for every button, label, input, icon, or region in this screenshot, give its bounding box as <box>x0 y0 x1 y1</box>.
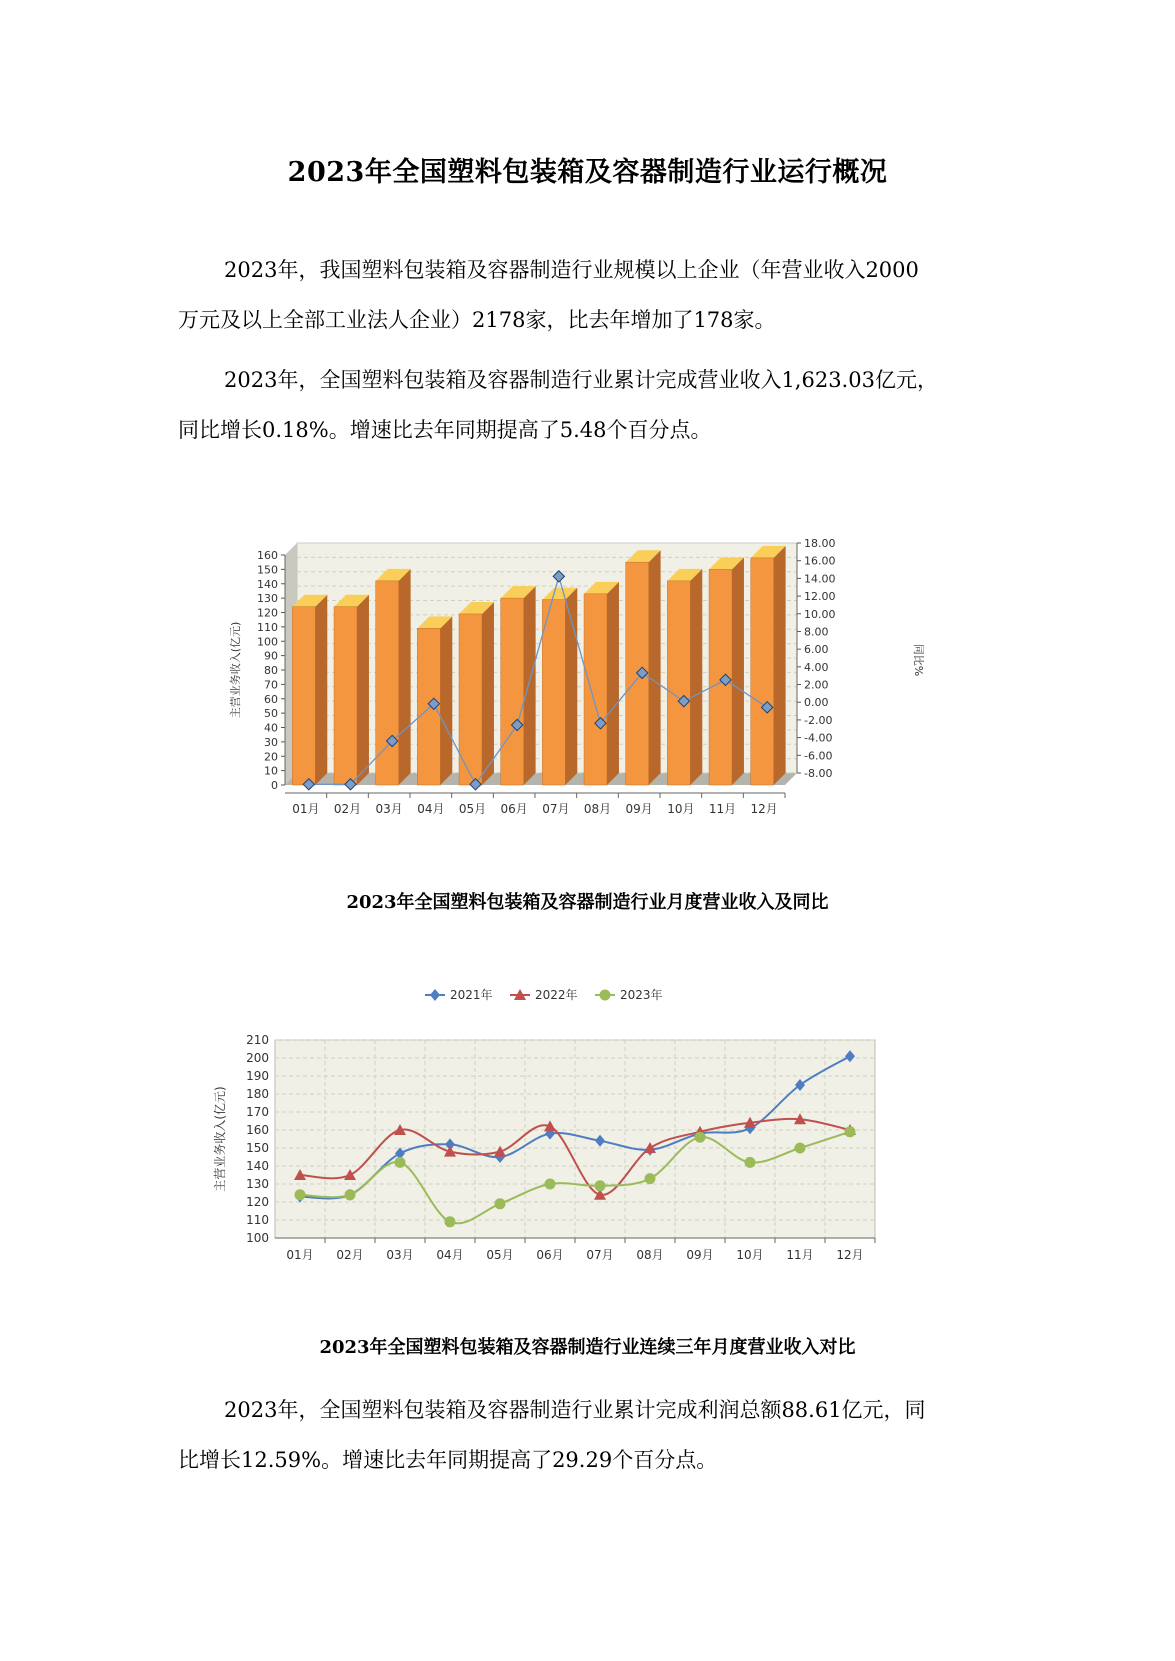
marker-circle <box>395 1157 406 1168</box>
x-tick-label: 11月 <box>708 802 737 816</box>
y-axis-label: 主营业务收入(亿元) <box>229 621 242 719</box>
marker-circle <box>345 1189 356 1200</box>
marker-circle <box>645 1173 656 1184</box>
y2-tick-label: 6.00 <box>804 643 829 657</box>
bar-side <box>690 569 702 785</box>
paragraph-line: 比增长12.59%。增速比去年同期提高了29.29个百分点。 <box>178 1448 718 1472</box>
bar-side <box>315 595 327 785</box>
x-tick-label: 03月 <box>375 802 403 816</box>
bar-side <box>565 588 577 785</box>
page-title: 2023年全国塑料包装箱及容器制造行业运行概况 <box>287 157 888 188</box>
y2-tick-label: -4.00 <box>804 731 833 745</box>
y2-tick-label: 14.00 <box>804 572 836 586</box>
y-tick-label: 80 <box>264 664 278 677</box>
legend-label: 2022年 <box>535 988 578 1002</box>
bar <box>501 598 524 785</box>
y-tick-label: 110 <box>246 1213 269 1227</box>
y-tick-label: 170 <box>246 1105 269 1119</box>
x-tick-label: 03月 <box>386 1248 414 1262</box>
bar <box>542 600 565 785</box>
paragraph-line: 同比增长0.18%。增速比去年同期提高了5.48个百分点。 <box>178 418 712 442</box>
x-tick-label: 10月 <box>667 802 695 816</box>
bar <box>334 607 357 785</box>
y-tick-label: 100 <box>257 635 278 649</box>
y-tick-label: 70 <box>264 678 278 692</box>
y-tick-label: 20 <box>264 750 278 764</box>
y2-tick-label: -8.00 <box>804 767 833 780</box>
bar-side <box>649 550 661 785</box>
y-tick-label: 60 <box>264 692 278 706</box>
y-tick-label: 100 <box>246 1231 269 1245</box>
y2-tick-label: 18.00 <box>804 537 836 550</box>
y-axis-label: 主营业务收入(亿元) <box>213 1086 227 1192</box>
y-tick-label: 120 <box>246 1195 269 1209</box>
bar-side <box>732 557 744 785</box>
paragraph-line: 2023年，全国塑料包装箱及容器制造行业累计完成营业收入1,623.03亿元， <box>224 368 938 392</box>
bar <box>584 594 607 785</box>
y2-tick-label: -6.00 <box>804 749 833 763</box>
y-tick-label: 110 <box>257 620 278 634</box>
x-tick-label: 01月 <box>286 1248 314 1262</box>
x-tick-label: 08月 <box>636 1248 664 1262</box>
bar-side <box>607 582 619 785</box>
bar-side <box>440 616 452 785</box>
bar-side <box>357 595 369 785</box>
x-tick-label: 07月 <box>542 802 570 816</box>
y-tick-label: 160 <box>246 1123 269 1137</box>
y-tick-label: 130 <box>257 592 278 606</box>
x-tick-label: 02月 <box>336 1248 364 1262</box>
y-tick-label: 160 <box>257 549 278 562</box>
marker-circle <box>595 1180 606 1191</box>
x-tick-label: 06月 <box>536 1248 564 1262</box>
legend-label: 2021年 <box>450 988 493 1002</box>
bar <box>292 607 315 785</box>
marker-circle <box>795 1143 806 1154</box>
y-tick-label: 30 <box>264 735 278 749</box>
x-tick-label: 09月 <box>625 802 653 816</box>
x-tick-label: 12月 <box>836 1248 864 1262</box>
paragraph-profit <box>178 1385 998 1485</box>
marker-diamond <box>430 989 440 1001</box>
marker-circle <box>445 1216 456 1227</box>
x-tick-label: 08月 <box>583 802 612 816</box>
x-tick-label: 07月 <box>586 1248 614 1262</box>
marker-circle <box>295 1189 306 1200</box>
y-tick-label: 130 <box>246 1177 269 1191</box>
bar <box>667 581 690 785</box>
three-year-comparison-chart <box>210 985 910 1295</box>
x-tick-label: 01月 <box>292 802 320 816</box>
x-tick-label: 09月 <box>686 1248 714 1262</box>
marker-circle <box>745 1157 756 1168</box>
y-tick-label: 40 <box>264 721 278 735</box>
chart1-caption: 2023年全国塑料包装箱及容器制造行业月度营业收入及同比 <box>346 892 829 913</box>
y-tick-label: 180 <box>246 1087 269 1101</box>
y2-tick-label: 4.00 <box>804 660 829 674</box>
y-tick-label: 50 <box>264 707 278 721</box>
paragraph-line: 万元及以上全部工业法人企业）2178家，比去年增加了178家。 <box>178 308 776 332</box>
marker-circle <box>495 1198 506 1209</box>
y-tick-label: 150 <box>257 563 278 577</box>
bar-side <box>482 602 494 785</box>
bar-side <box>524 586 536 785</box>
paragraph-revenue <box>178 355 998 455</box>
x-tick-label: 06月 <box>500 802 528 816</box>
y2-tick-label: 10.00 <box>804 607 836 621</box>
marker-circle <box>695 1132 706 1143</box>
bar-side <box>399 569 411 785</box>
x-tick-label: 02月 <box>333 802 362 816</box>
bar-side <box>774 546 786 785</box>
marker-circle <box>845 1126 856 1137</box>
marker-circle <box>545 1179 556 1190</box>
marker-circle <box>600 990 611 1001</box>
y-tick-label: 190 <box>246 1069 269 1083</box>
x-tick-label: 11月 <box>786 1248 814 1262</box>
x-tick-label: 05月 <box>458 802 487 816</box>
y2-tick-label: 8.00 <box>804 625 829 639</box>
y-tick-label: 90 <box>264 649 278 663</box>
y-tick-label: 10 <box>264 764 278 778</box>
y2-tick-label: 12.00 <box>804 590 836 604</box>
y2-axis-label: 同比% <box>912 643 925 677</box>
y-tick-label: 140 <box>246 1159 269 1173</box>
y2-tick-label: 2.00 <box>804 678 829 692</box>
x-tick-label: 04月 <box>417 802 445 816</box>
chart2-caption: 2023年全国塑料包装箱及容器制造行业连续三年月度营业收入对比 <box>319 1337 856 1358</box>
paragraph-enterprises <box>178 245 998 345</box>
y-tick-label: 200 <box>246 1051 269 1065</box>
y-tick-label: 210 <box>246 1033 269 1047</box>
x-tick-label: 12月 <box>750 802 778 816</box>
x-tick-label: 04月 <box>436 1248 464 1262</box>
monthly-revenue-yoy-chart <box>225 530 935 860</box>
x-tick-label: 05月 <box>486 1248 514 1262</box>
y-tick-label: 120 <box>257 606 278 620</box>
bar <box>751 558 774 785</box>
y2-tick-label: -2.00 <box>804 713 833 727</box>
x-tick-label: 10月 <box>736 1248 764 1262</box>
y-tick-label: 150 <box>246 1141 269 1155</box>
paragraph-line: 2023年，全国塑料包装箱及容器制造行业累计完成利润总额88.61亿元，同 <box>224 1398 926 1422</box>
y2-tick-label: 16.00 <box>804 554 836 568</box>
y-tick-label: 0 <box>271 779 278 792</box>
paragraph-line: 2023年，我国塑料包装箱及容器制造行业规模以上企业（年营业收入2000 <box>224 258 919 282</box>
y-tick-label: 140 <box>257 577 278 591</box>
legend-label: 2023年 <box>620 988 663 1002</box>
y2-tick-label: 0.00 <box>804 696 829 710</box>
